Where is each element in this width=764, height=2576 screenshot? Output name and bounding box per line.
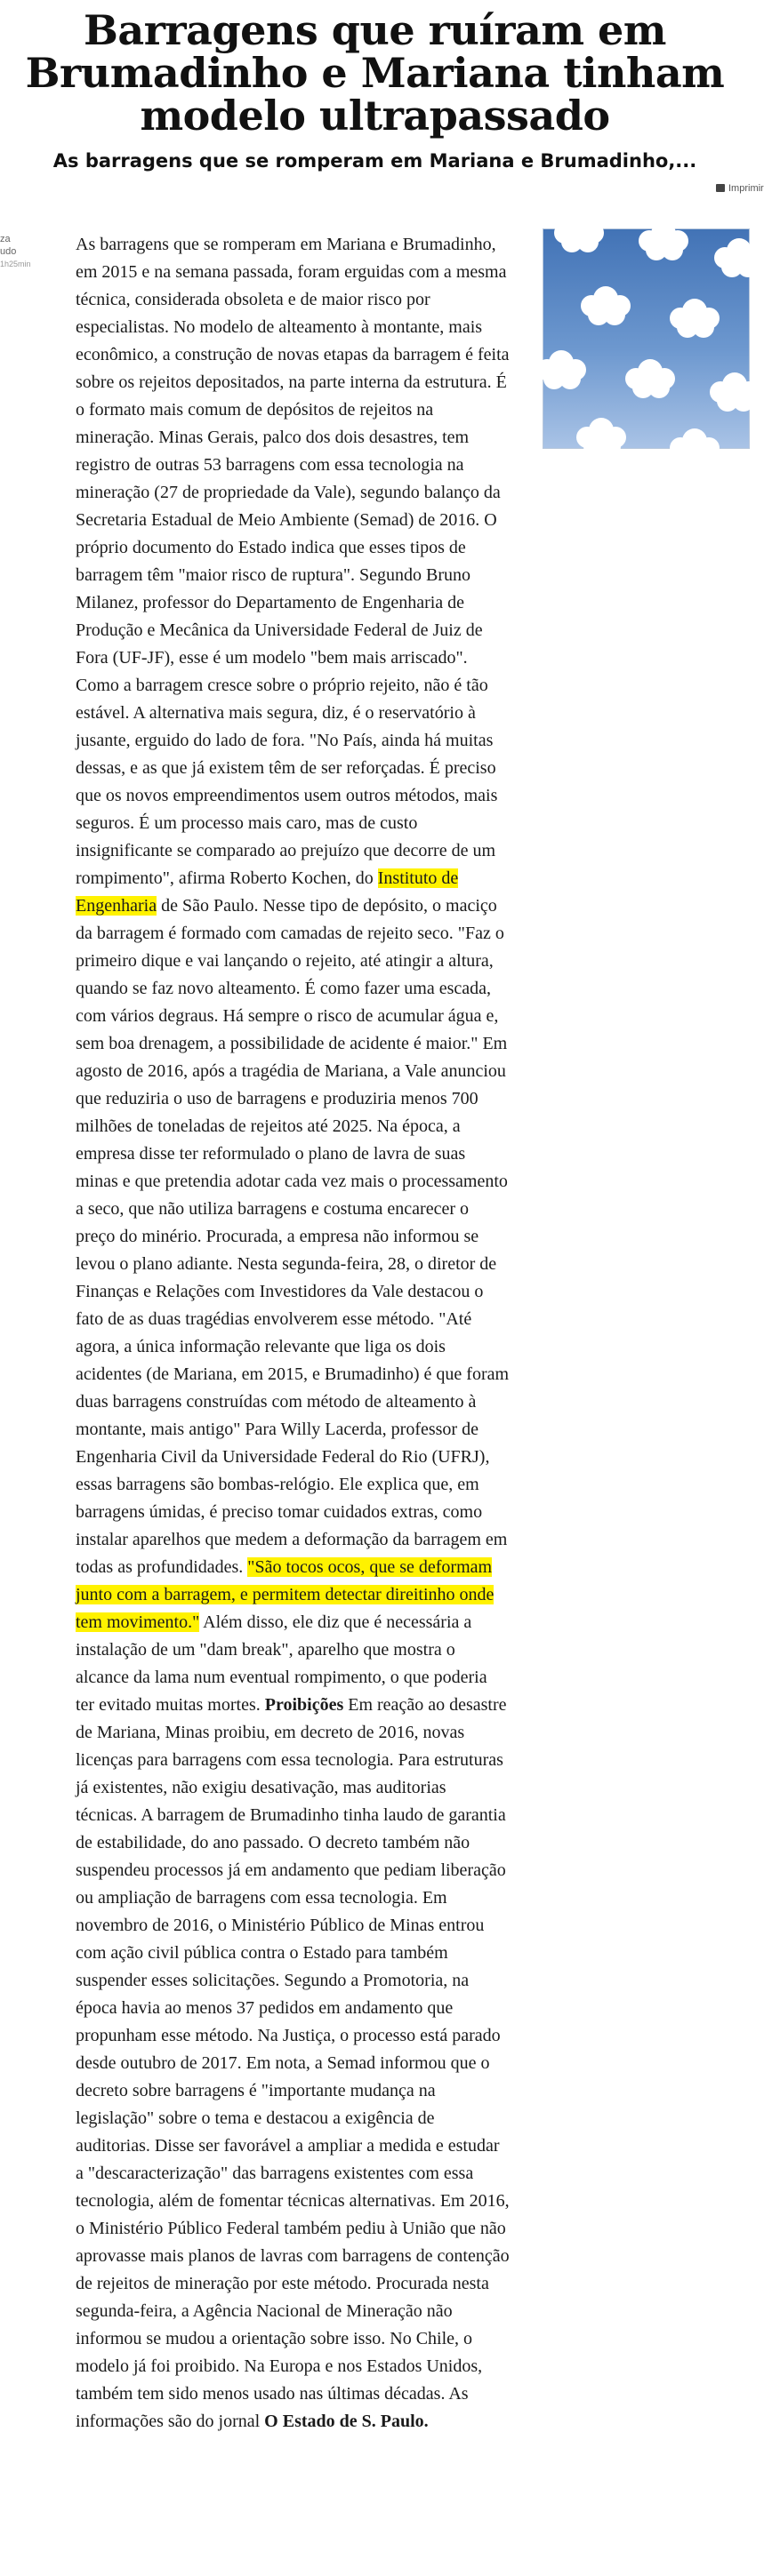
- article-body: [76, 231, 510, 2436]
- body-text-part: Além disso, ele diz que é necessária a instalação de um "dam break", aparelho que mostra o alcance da lama num eventual rompimento, o que poderia ter evitado muitas mortes.: [76, 1612, 487, 1715]
- print-label: Imprimir: [728, 183, 764, 194]
- section-heading: Proibições: [264, 1695, 344, 1715]
- printer-icon: [716, 184, 725, 192]
- highlighted-quote[interactable]: "São tocos ocos, que se deformam junto com a barragem, e permitem detectar direitinho onde tem movimento.": [76, 1557, 495, 1632]
- source-credit: O Estado de S. Paulo.: [264, 2412, 429, 2431]
- cloud-pattern-image: [543, 228, 750, 449]
- body-text-part: As barragens que se romperam em Mariana e Brumadinho, em 2015 e na semana passada, foram erguidas com a mesma técnica, considerada obsoleta e de maior risco por especialistas. No modelo de alteamento à montante, mais econômico, a construção de novas etapas da barragem é feita sobre os rejeitos depositados, na parte interna da estrutura. É o formato mais comum de depósitos de rejeitos na mineração. Minas Gerais, palco dos dois desastres, tem registro de outras 53 barragens com essa tecnologia na mineração (27 de propriedade da Vale), segundo balanço da Secretaria Estadual de Meio Ambiente (Semad) de 2016. O próprio documento do Estado indica que esses tipos de barragem têm "maior risco de ruptura". Segundo Bruno Milanez, professor do Departamento de Engenharia de Produção e Mecânica da Universidade Federal de Juiz de Fora (UF-JF), esse é um modelo "bem mais arriscado". Como a barragem cresce sobre o próprio rejeito, não é tão estável. A alternativa mais segura, diz, é o reservatório à jusante, erguido do lado de fora. "No País, ainda há muitas dessas, e as que já existem têm de ser reforçadas. É preciso que os novos empreendimentos usem outros métodos, mais seguros. É um processo mais caro, mas de custo insignificante se comparado ao prejuízo que decorre de um rompimento", afirma Roberto Kochen, do: [76, 235, 510, 888]
- print-button[interactable]: [716, 183, 764, 199]
- article-title: Barragens que ruíram em Brumadinho e Mariana tinham modelo ultrapassado: [25, 6, 725, 140]
- body-text-part: de São Paulo. Nesse tipo de depósito, o maciço da barragem é formado com camadas de rejeito seco. "Faz o primeiro dique e vai lançando o rejeito, até atingir a altura, quando se faz novo alteamento. É como fazer uma escada, com vários degraus. Há sempre o risco de acumular água e, sem boa drenagem, a possibilidade de acidente é maior." Em agosto de 2016, após a tragédia de Mariana, a Vale anunciou que reduziria o uso de barragens e produziria menos 700 milhões de toneladas de rejeitos até 2025. Na época, a empresa disse ter reformulado o plano de lavra de suas minas e que pretendia adotar cada vez mais o processamento a seco, que não utiliza barragens e costuma encarecer o preço do minério. Procurada, a empresa não informou se levou o plano adiante. Nesta segunda-feira, 28, o diretor de Finanças e Relações com Investidores da Vale destacou o fato de as duas tragédias envolverem esse método. "Até agora, a única informação relevante que liga os dois acidentes (de Mariana, em 2015, e Brumadinho) é que foram duas barragens construídas com método de alteamento à montante, mais antigo" Para Willy Lacerda, professor de Engenharia Civil da Universidade Federal do Rio (UFRJ), essas barragens são bombas-relógio. Ele explica que, em barragens úmidas, é preciso tomar cuidados extras, como instalar aparelhos que medem a deformação da barragem em todas as profundidades.: [76, 896, 510, 1577]
- article-subtitle: As barragens que se romperam em Mariana e Brumadinho,...: [52, 150, 697, 172]
- body-text-part: Em reação ao desastre de Mariana, Minas proibiu, em decreto de 2016, novas licenças para barragens com essa tecnologia. Para estruturas já existentes, não exigiu desativação, mas auditorias técnicas. A barragem de Brumadinho tinha laudo de garantia de estabilidade, do ano passado. O decreto também não suspendeu processos já em andamento que pediam liberação ou ampliação de barragens com essa tecnologia. Em novembro de 2016, o Ministério Público de Minas entrou com ação civil pública contra o Estado para também suspender esses solicitações. Segundo a Promotoria, na época havia ao menos 37 pedidos em andamento que propunham esse método. Na Justiça, o processo está parado desde outubro de 2017. Em nota, a Semad informou que o decreto sobre barragens é "importante mudança na legislação" sobre o tema e destacou a exigência de auditorias. Disse ser favorável a ampliar a medida e estudar a "descaracterização" das barragens existentes com essa tecnologia, além de fomentar técnicas alternativas. Em 2016, o Ministério Público Federal também pediu à União que não aprovasse mais planos de lavras com barragens de contenção de rejeitos de mineração por este método. Procurada nesta segunda-feira, a Agência Nacional de Mineração não informou se mudou a orientação sobre isso. No Chile, o modelo já foi proibido. Na Europa e nos Estados Unidos, também tem sido menos usado nas últimas décadas. As informações são do jornal: [76, 1695, 510, 2431]
- publish-time: 1h25min: [0, 260, 31, 268]
- article-meta: [0, 233, 53, 270]
- author-name: za udo: [0, 234, 17, 257]
- highlighted-link[interactable]: Instituto de Engenharia: [76, 868, 459, 916]
- cloud-pattern-icon: [543, 229, 751, 450]
